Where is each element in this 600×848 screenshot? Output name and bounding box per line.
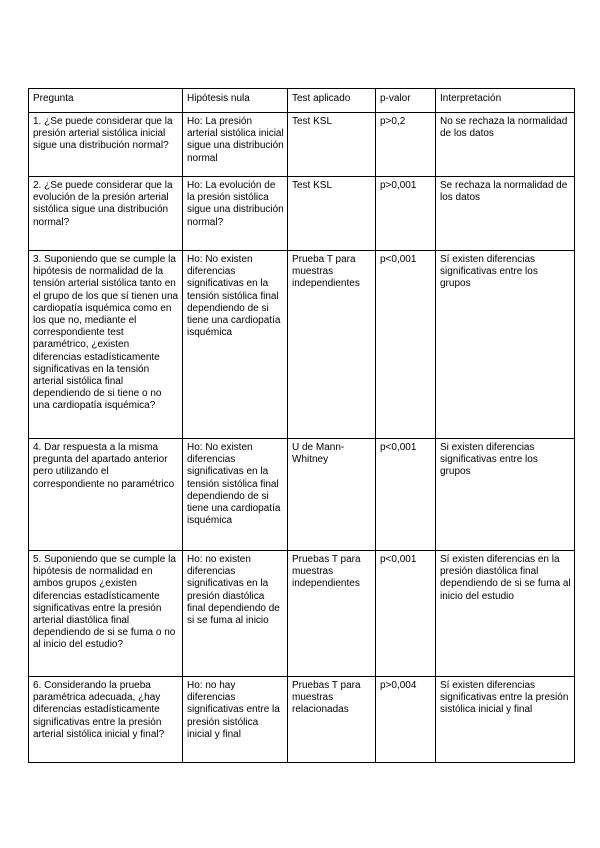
header-hipotesis-nula: Hipótesis nula (183, 89, 288, 113)
cell-test: Pruebas T para muestras relacionadas (288, 677, 376, 763)
table-row (29, 677, 575, 763)
cell-interpretacion: Sí existen diferencias significativas entre los grupos (436, 251, 575, 439)
cell-interpretacion: Si existen diferencias significativas entre los grupos (436, 439, 575, 551)
cell-p-valor: p>0,004 (376, 677, 436, 763)
hypothesis-tests-table (28, 88, 575, 763)
table-row (29, 439, 575, 551)
cell-hipotesis: Ho: La evolución de la presión sistólica sigue una distribución normal? (183, 177, 288, 251)
cell-test: Test KSL (288, 113, 376, 177)
cell-interpretacion: Sí existen diferencias significativas entre la presión sistólica inicial y final (436, 677, 575, 763)
cell-pregunta: 5. Suponiendo que se cumple la hipótesis de normalidad en ambos grupos ¿existen diferencias estadísticamente significativas entre la presión arterial diastólica final dependiendo de si se fuma o no al inicio del estudio? (29, 551, 183, 677)
header-p-valor: p-valor (376, 89, 436, 113)
cell-test: Test KSL (288, 177, 376, 251)
cell-p-valor: p>0,001 (376, 177, 436, 251)
header-test-aplicado: Test aplicado (288, 89, 376, 113)
cell-p-valor: p>0,2 (376, 113, 436, 177)
cell-interpretacion: Se rechaza la normalidad de los datos (436, 177, 575, 251)
cell-test: Pruebas T para muestras independientes (288, 551, 376, 677)
cell-pregunta: 3. Suponiendo que se cumple la hipótesis de normalidad de la tensión arterial sistólica tanto en el grupo de los que sí tienen una cardiopatía isquémica como en los que no, mediante el correspondiente test paramétrico, ¿existen diferencias estadísticamente significativas en la tensión arterial sistólica final dependiendo de si tiene o no una cardiopatía isquémica? (29, 251, 183, 439)
cell-p-valor: p<0,001 (376, 439, 436, 551)
cell-hipotesis: Ho: La presión arterial sistólica inicial sigue una distribución normal (183, 113, 288, 177)
cell-hipotesis: Ho: No existen diferencias significativas en la tensión sistólica final dependiendo de si tiene una cardiopatía isquémica (183, 439, 288, 551)
cell-hipotesis: Ho: no hay diferencias significativas entre la presión sistólica inicial y final (183, 677, 288, 763)
header-interpretacion: Interpretación (436, 89, 575, 113)
cell-pregunta: 1. ¿Se puede considerar que la presión arterial sistólica inicial sigue una distribución normal? (29, 113, 183, 177)
table-row (29, 251, 575, 439)
cell-interpretacion: No se rechaza la normalidad de los datos (436, 113, 575, 177)
table-header-row (29, 89, 575, 113)
cell-hipotesis: Ho: no existen diferencias significativas en la presión diastólica final dependiendo de si se fuma al inicio (183, 551, 288, 677)
header-pregunta: Pregunta (29, 89, 183, 113)
table-row (29, 551, 575, 677)
cell-test: Prueba T para muestras independientes (288, 251, 376, 439)
table-row (29, 177, 575, 251)
cell-hipotesis: Ho: No existen diferencias significativas en la tensión sistólica final dependiendo de si tiene una cardiopatía isquémica (183, 251, 288, 439)
cell-p-valor: p<0,001 (376, 551, 436, 677)
cell-pregunta: 2. ¿Se puede considerar que la evolución de la presión arterial sistólica sigue una distribución normal? (29, 177, 183, 251)
cell-pregunta: 4. Dar respuesta a la misma pregunta del apartado anterior pero utilizando el correspondiente no paramétrico (29, 439, 183, 551)
cell-interpretacion: Sí existen diferencias en la presión diastólica final dependiendo de si se fuma al inicio del estudio (436, 551, 575, 677)
cell-p-valor: p<0,001 (376, 251, 436, 439)
table-row (29, 113, 575, 177)
cell-test: U de Mann-Whitney (288, 439, 376, 551)
cell-pregunta: 6. Considerando la prueba paramétrica adecuada, ¿hay diferencias estadísticamente significativas entre la presión arterial sistólica inicial y final? (29, 677, 183, 763)
